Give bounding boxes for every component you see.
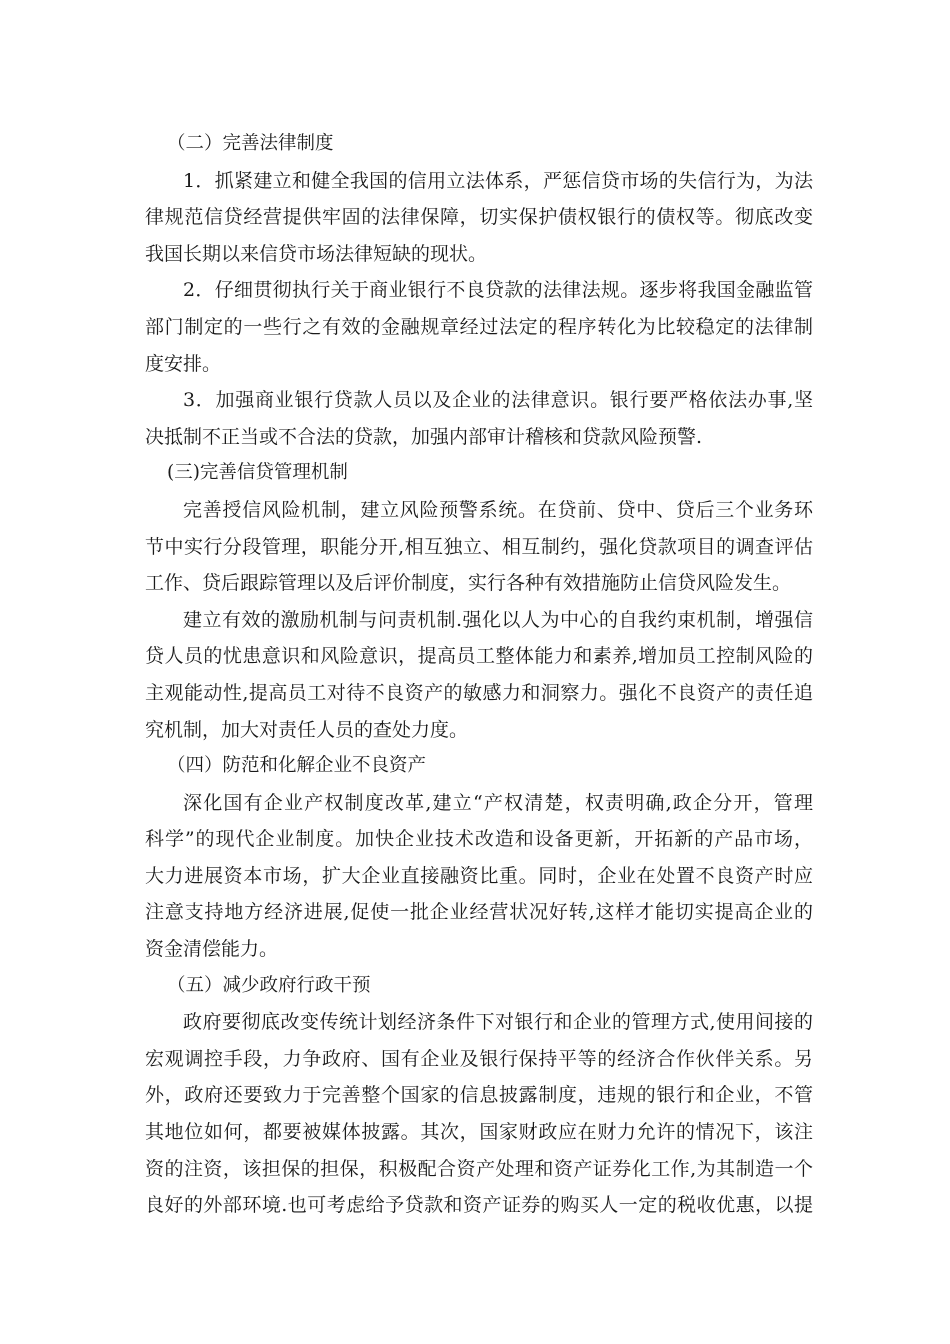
paragraph-line: 1．抓紧建立和健全我国的信用立法体系，严惩信贷市场的失信行为，为法: [183, 169, 813, 192]
paragraph-line: 深化国有企业产权制度改革,建立“产权清楚，权责明确,政企分开，管理: [183, 791, 813, 814]
section-heading-2: （二）完善法律制度: [167, 133, 334, 154]
paragraph-line: 2．仔细贯彻执行关于商业银行不良贷款的法律法规。逐步将我国金融监管: [183, 279, 813, 302]
paragraph-line: 其地位如何，都要被媒体披露。其次，国家财政应在财力允许的情况下，该注: [145, 1121, 813, 1144]
paragraph-line: 度安排。: [145, 352, 222, 375]
paragraph-line: 建立有效的激励机制与问责机制.强化以人为中心的自我约束机制，增强信: [183, 608, 813, 631]
paragraph-line: 资金清偿能力。: [145, 938, 279, 961]
paragraph-line: 注意支持地方经济进展,促使一批企业经营状况好转,这样才能切实提高企业的: [145, 901, 813, 924]
paragraph-line: 宏观调控手段，力争政府、国有企业及银行保持平等的经济合作伙伴关系。另: [145, 1047, 813, 1070]
paragraph-line: 政府要彻底改变传统计划经济条件下对银行和企业的管理方式,使用间接的: [183, 1011, 813, 1034]
section-heading-4: （四）防范和化解企业不良资产: [167, 755, 427, 777]
paragraph-line: 大力进展资本市场，扩大企业直接融资比重。同时，企业在处置不良资产时应: [145, 864, 813, 887]
paragraph-line: 我国长期以来信贷市场法律短缺的现状。: [145, 242, 488, 265]
paragraph-line: 节中实行分段管理，职能分开,相互独立、相互制约，强化贷款项目的调查评估: [145, 535, 813, 558]
paragraph-line: 3．加强商业银行贷款人员以及企业的法律意识。银行要严格依法办事,坚: [183, 389, 813, 412]
paragraph-line: 资的注资，该担保的担保，积极配合资产处理和资产证券化工作,为其制造一个: [145, 1157, 813, 1180]
paragraph-line: 决抵制不正当或不合法的贷款，加强内部审计稽核和贷款风险预警.: [145, 425, 703, 448]
paragraph-line: 究机制，加大对责任人员的查处力度。: [145, 718, 469, 741]
paragraph-line: 部门制定的一些行之有效的金融规章经过法定的程序转化为比较稳定的法律制: [145, 315, 813, 338]
section-heading-3: (三)完善信贷管理机制: [167, 462, 348, 484]
paragraph-line: 贷人员的忧患意识和风险意识，提高员工整体能力和素养,增加员工控制风险的: [145, 645, 813, 668]
paragraph-line: 律规范信贷经营提供牢固的法律保障，切实保护债权银行的债权等。彻底改变: [145, 206, 813, 229]
paragraph-line: 完善授信风险机制，建立风险预警系统。在贷前、贷中、贷后三个业务环: [183, 498, 813, 521]
document-body: [145, 126, 813, 1224]
paragraph-line: 外，政府还要致力于完善整个国家的信息披露制度，违规的银行和企业，不管: [145, 1084, 813, 1107]
paragraph-line: 科学”的现代企业制度。加快企业技术改造和设备更新，开拓新的产品市场，: [145, 828, 813, 851]
paragraph-line: 工作、贷后跟踪管理以及后评价制度，实行各种有效措施防止信贷风险发生。: [145, 572, 792, 595]
section-heading-5: （五）减少政府行政干预: [167, 974, 371, 996]
paragraph-line: 主观能动性,提高员工对待不良资产的敏感力和洞察力。强化不良资产的责任追: [145, 681, 813, 704]
paragraph-line: 良好的外部环境.也可考虑给予贷款和资产证券的购买人一定的税收优惠，以提: [145, 1194, 813, 1217]
